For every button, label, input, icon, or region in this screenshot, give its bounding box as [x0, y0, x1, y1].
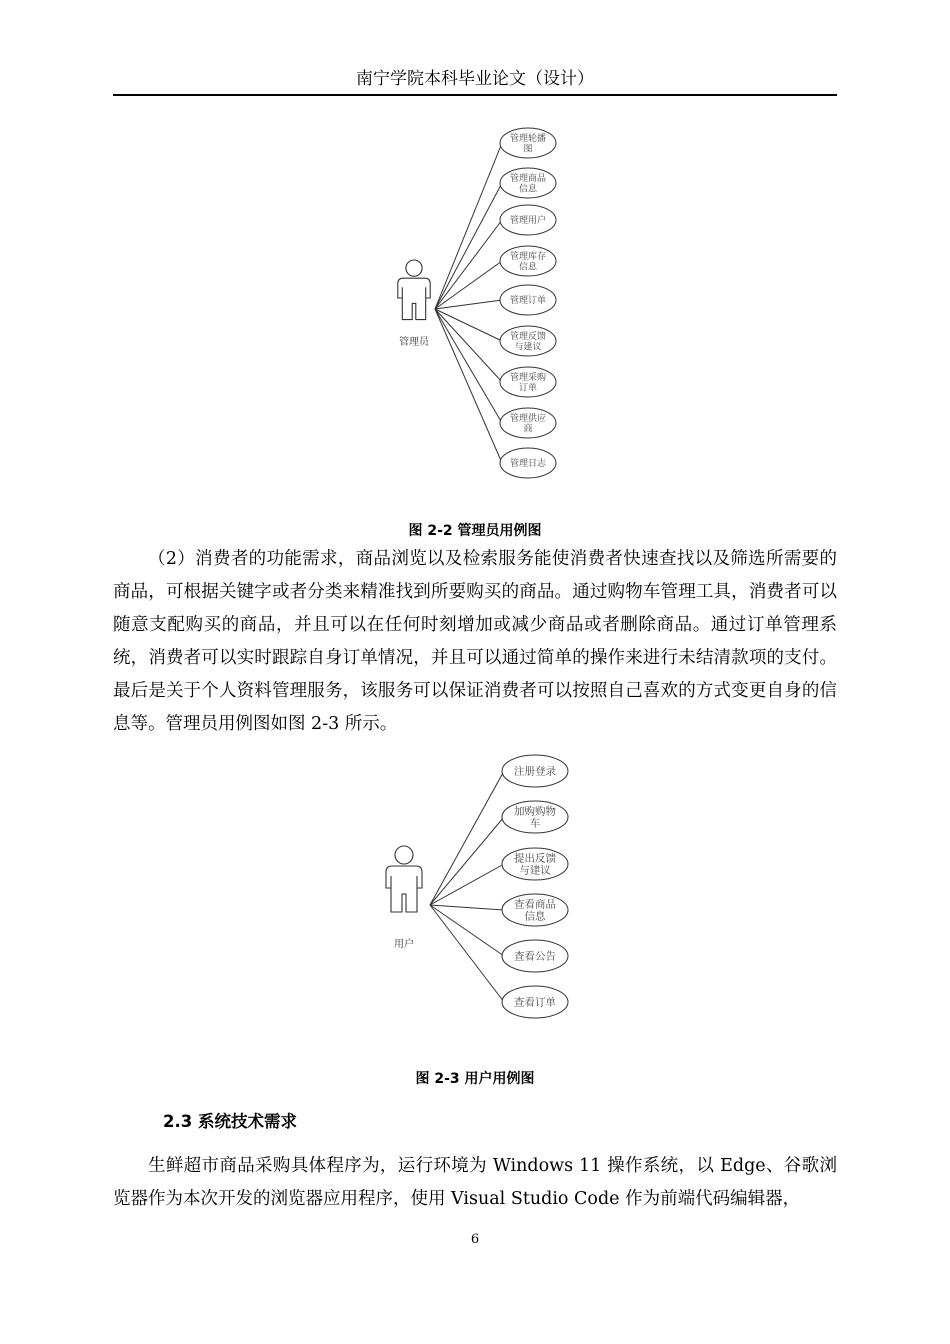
use-case [500, 128, 556, 158]
association-line [430, 905, 504, 1002]
admin-use-case-diagram [0, 120, 950, 485]
use-case [502, 801, 568, 833]
figure-2-2-caption: 图 2-2 管理员用例图 [408, 523, 542, 539]
use-case [502, 986, 568, 1018]
association-line [430, 817, 504, 905]
use-case [500, 285, 556, 315]
header-title: 南宁学院本科毕业论文（设计） [356, 69, 594, 89]
actor-head [395, 846, 413, 864]
use-case-label: 管理日志 [509, 459, 547, 470]
association-line [435, 220, 502, 309]
page-number: 6 [470, 1232, 480, 1247]
use-case-label: 提出反馈 [514, 852, 556, 865]
use-case [500, 326, 556, 356]
association-line [435, 309, 502, 341]
use-case-label: 管理供应 [509, 413, 547, 424]
admin-actor [398, 260, 430, 348]
use-case [500, 205, 556, 235]
use-case-label: 查看公告 [514, 950, 556, 963]
use-case-label: 图 [523, 144, 533, 155]
use-case [500, 246, 556, 276]
association-line [435, 143, 502, 309]
association-line [435, 309, 502, 382]
user-use-case-diagram [0, 750, 950, 1030]
use-case-label: 管理用户 [509, 216, 547, 227]
association-line [435, 309, 502, 423]
user-actor [386, 846, 422, 950]
actor-label: 用户 [394, 939, 414, 950]
use-case [502, 755, 568, 787]
use-case-label: 车 [529, 817, 541, 830]
use-case-label: 管理反馈 [509, 331, 547, 342]
association-line [435, 309, 502, 463]
use-case [502, 894, 568, 926]
use-case [502, 940, 568, 972]
use-case-label: 管理采购 [509, 372, 547, 383]
use-case-label: 查看订单 [514, 996, 556, 1009]
actor-head [406, 260, 422, 276]
use-case [500, 408, 556, 438]
use-case-label: 与建议 [514, 342, 542, 353]
use-case-label: 管理订单 [509, 296, 547, 307]
use-case [500, 168, 556, 198]
association-line [435, 183, 502, 309]
use-case-label: 订单 [518, 383, 538, 394]
actor-body [386, 866, 422, 912]
association-line [430, 905, 504, 910]
actor-label: 管理员 [399, 337, 429, 348]
use-case-label: 信息 [518, 262, 538, 273]
use-case [502, 848, 568, 880]
actor-body [398, 278, 430, 319]
use-case-label: 管理轮播 [509, 133, 547, 144]
use-case-label: 信息 [524, 910, 546, 923]
use-case-label: 信息 [518, 184, 538, 195]
use-case [500, 448, 556, 478]
figure-2-3-caption: 图 2-3 用户用例图 [415, 1071, 535, 1087]
use-case-label: 管理商品 [509, 173, 547, 184]
body-paragraph-tech-requirements: 生鲜超市商品采购具体程序为，运行环境为 Windows 11 操作系统，以 Edge、谷歌浏览器作为本次开发的浏览器应用程序，使用 Visual Studio Code 作为前端代码编辑器， [113, 1156, 837, 1209]
use-case [500, 367, 556, 397]
use-case-label: 查看商品 [514, 898, 556, 911]
section-heading: 2.3 系统技术需求 [163, 1112, 297, 1131]
page-header [113, 66, 837, 96]
use-case-label: 加购购物 [514, 805, 556, 818]
use-case-label: 注册登录 [514, 765, 556, 778]
use-case-label: 管理库存 [509, 251, 547, 262]
association-line [430, 905, 504, 956]
use-case-label: 与建议 [519, 864, 551, 877]
use-case-label: 商 [523, 424, 533, 435]
body-paragraph-consumer-requirements: （2）消费者的功能需求，商品浏览以及检索服务能使消费者快速查找以及筛选所需要的商品，可根据关键字或者分类来精准找到所要购买的商品。通过购物车管理工具，消费者可以随意支配购买的商品，并且可以在任何时刻增加或减少商品或者删除商品。通过订单管理系统，消费者可以实时跟踪自身订单情况，并且可以通过简单的操作来进行未结清款项的支付。最后是关于个人资料管理服务，该服务可以保证消费者可以按照自己喜欢的方式变更自身的信息等。管理员用例图如图 2-3 所示。 [113, 549, 837, 734]
